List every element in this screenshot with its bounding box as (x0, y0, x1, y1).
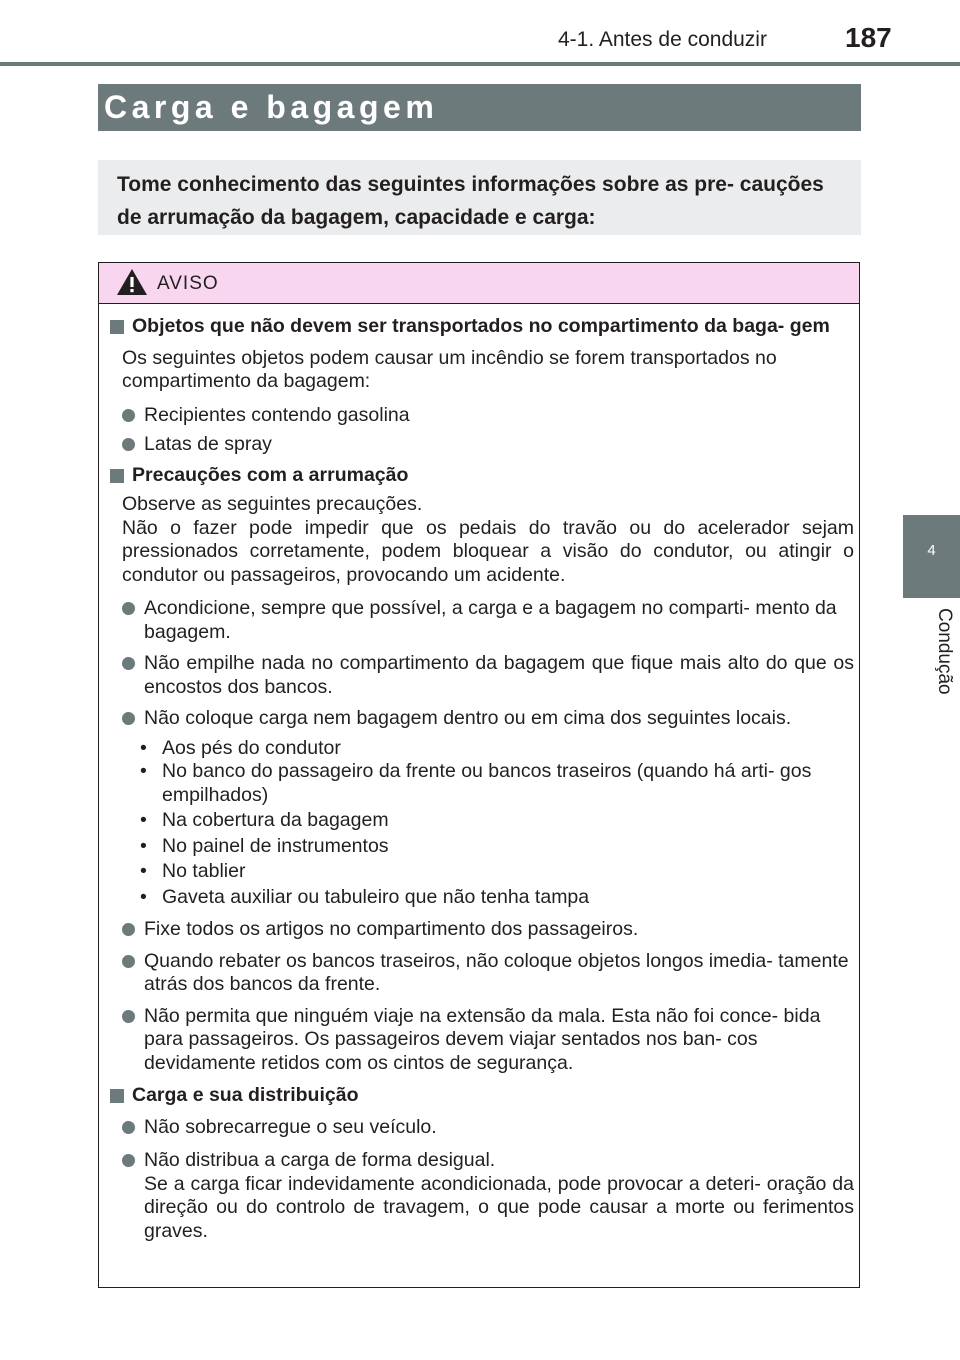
list-item-text: Não permita que ninguém viaje na extensão da mala. Esta não foi conce- bida para passageiros. Os passageiros devem viajar sentados nos ban- cos devidamente retidos com os cintos de segurança. (144, 1004, 821, 1074)
list-item-text: Recipientes contendo gasolina (144, 403, 410, 426)
round-bullet-icon (122, 955, 135, 968)
list-item-text: Acondicione, sempre que possível, a carga e a bagagem no comparti- mento da bagagem. (144, 597, 837, 643)
section-heading (110, 315, 854, 339)
sub-item-text: Na cobertura da bagagem (162, 809, 389, 831)
section-heading (110, 464, 854, 488)
sub-item-text: No banco do passageiro da frente ou bancos traseiros (quando há arti- gos empilhados) (162, 760, 812, 806)
square-bullet-icon (110, 469, 124, 483)
round-bullet-icon (122, 438, 135, 451)
round-bullet-icon (122, 602, 135, 615)
header-rule (0, 62, 960, 66)
header-section-title: 4-1. Antes de conduzir (558, 28, 767, 51)
sub-item (110, 835, 854, 859)
warning-triangle-icon (116, 268, 148, 301)
round-bullet-icon (122, 1154, 135, 1167)
page-number: 187 (845, 22, 892, 53)
dot-marker: • (140, 809, 147, 831)
round-bullet-icon (122, 1121, 135, 1134)
round-bullet-icon (122, 923, 135, 936)
paragraph: Se a carga ficar indevidamente acondicionada, pode provocar a deteri- oração da direção ou do controlo de travagem, o que pode causar a morte ou ferimentos graves. (144, 1172, 854, 1242)
list-item (110, 652, 854, 699)
warning-box (98, 262, 860, 1288)
paragraph: Os seguintes objetos podem causar um incêndio se forem transportados no compartimento da bagagem: (122, 346, 777, 392)
list-item (110, 597, 854, 644)
page-title: Carga e bagagem (104, 89, 439, 125)
list-item (110, 950, 854, 997)
list-item (110, 707, 854, 731)
square-bullet-icon (110, 320, 124, 334)
section-heading (110, 1084, 854, 1108)
dot-marker: • (140, 760, 147, 782)
list-item (110, 1005, 854, 1076)
list-item-text: Latas de spray (144, 433, 272, 455)
sub-item (110, 809, 854, 833)
dot-marker: • (140, 860, 147, 882)
dot-marker: • (140, 736, 147, 759)
chapter-tab (903, 515, 960, 598)
chapter-number: 4 (927, 542, 936, 559)
dot-marker: • (140, 834, 147, 857)
list-item (110, 433, 854, 457)
title-bar (98, 84, 861, 131)
list-item-text: Não coloque carga nem bagagem dentro ou em cima dos seguintes locais. (144, 707, 792, 729)
warning-label: AVISO (157, 273, 219, 294)
list-item (110, 404, 854, 428)
dot-marker: • (140, 885, 147, 908)
sub-item-text: Aos pés do condutor (162, 736, 341, 759)
chapter-label: Condução (934, 608, 955, 695)
section-heading-text: Precauções com a arrumação (132, 463, 409, 486)
intro-box (98, 160, 861, 235)
list-item-text: Não empilhe nada no compartimento da bagagem que fique mais alto do que os encostos dos bancos. (144, 652, 854, 698)
list-item-text: Não sobrecarregue o seu veículo. (144, 1115, 437, 1138)
paragraph: Observe as seguintes precauções. (122, 493, 423, 515)
round-bullet-icon (122, 1010, 135, 1023)
list-item-text: Fixe todos os artigos no compartimento dos passageiros. (144, 918, 639, 940)
intro-text: Tome conhecimento das seguintes informações sobre as pre- cauções de arrumação da bagagem, capacidade e carga: (117, 173, 824, 229)
round-bullet-icon (122, 657, 135, 670)
list-item (110, 1149, 854, 1173)
list-item (110, 918, 854, 942)
list-item (110, 1116, 854, 1140)
sub-item-text: No tablier (162, 860, 246, 882)
section-heading-text: Objetos que não devem ser transportados no compartimento da baga- gem (132, 315, 830, 337)
sub-item (110, 886, 854, 910)
round-bullet-icon (122, 409, 135, 422)
sub-item (110, 737, 854, 761)
round-bullet-icon (122, 712, 135, 725)
sub-item (110, 860, 854, 884)
warning-header (99, 263, 859, 304)
list-item-text: Não distribua a carga de forma desigual. (144, 1149, 496, 1171)
sub-item (110, 760, 854, 807)
list-item-text: Quando rebater os bancos traseiros, não coloque objetos longos imedia- tamente atrás dos bancos da frente. (144, 949, 849, 995)
warning-body (110, 315, 854, 1243)
square-bullet-icon (110, 1089, 124, 1103)
paragraph: Não o fazer pode impedir que os pedais do travão ou do acelerador sejam pressionados corretamente, podem bloquear a visão do condutor, ou atingir o condutor ou passageiros, provocando um acidente. (122, 516, 854, 586)
sub-item-text: No painel de instrumentos (162, 834, 389, 857)
section-heading-text: Carga e sua distribuição (132, 1084, 359, 1106)
sub-item-text: Gaveta auxiliar ou tabuleiro que não tenha tampa (162, 885, 590, 908)
